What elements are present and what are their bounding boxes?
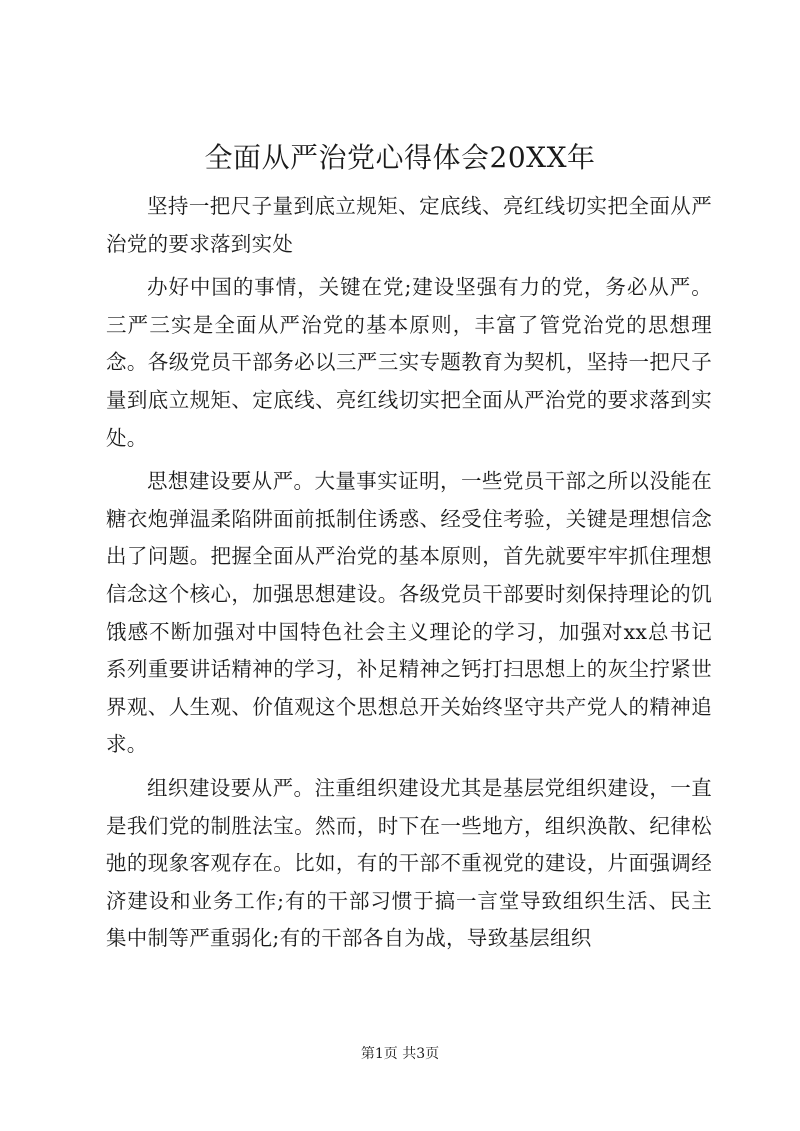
- paragraph-3: 思想建设要从严。大量事实证明，一些党员干部之所以没能在糖衣炮弹温柔陷阱面前抵制住诱惑、经受住考验，关键是理想信念出了问题。把握全面从严治党的基本原则，首先就要牢牢抓住理想信念这个核心，加强思想建设。各级党员干部要时刻保持理论的饥饿感不断加强对中国特色社会主义理论的学习，加强对xx总书记系列重要讲话精神的学习，补足精神之钙打扫思想上的灰尘拧紧世界观、人生观、价值观这个思想总开关始终坚守共产党人的精神追求。: [106, 469, 712, 757]
- paragraph-4: 组织建设要从严。注重组织建设尤其是基层党组织建设，一直是我们党的制胜法宝。然而，时下在一些地方，组织涣散、纪律松弛的现象客观存在。比如，有的干部不重视党的建设，片面强调经济建设和业务工作;有的干部习惯于搞一言堂导致组织生活、民主集中制等严重弱化;有的干部各自为战，导致基层组织: [106, 775, 712, 951]
- document-title: 全面从严治党心得体会20XX年: [204, 141, 596, 174]
- paragraph-2: 办好中国的事情，关键在党;建设坚强有力的党，务必从严。三严三实是全面从严治党的基本原则，丰富了管党治党的思想理念。各级党员干部务必以三严三实专题教育为契机，坚持一把尺子量到底立规矩、定底线、亮红线切实把全面从严治党的要求落到实处。: [106, 275, 712, 450]
- document-body: [106, 188, 712, 964]
- paragraph-1: 坚持一把尺子量到底立规矩、定底线、亮红线切实把全面从严治党的要求落到实处: [106, 194, 712, 256]
- page-number-footer: 第1页 共3页: [360, 1046, 440, 1062]
